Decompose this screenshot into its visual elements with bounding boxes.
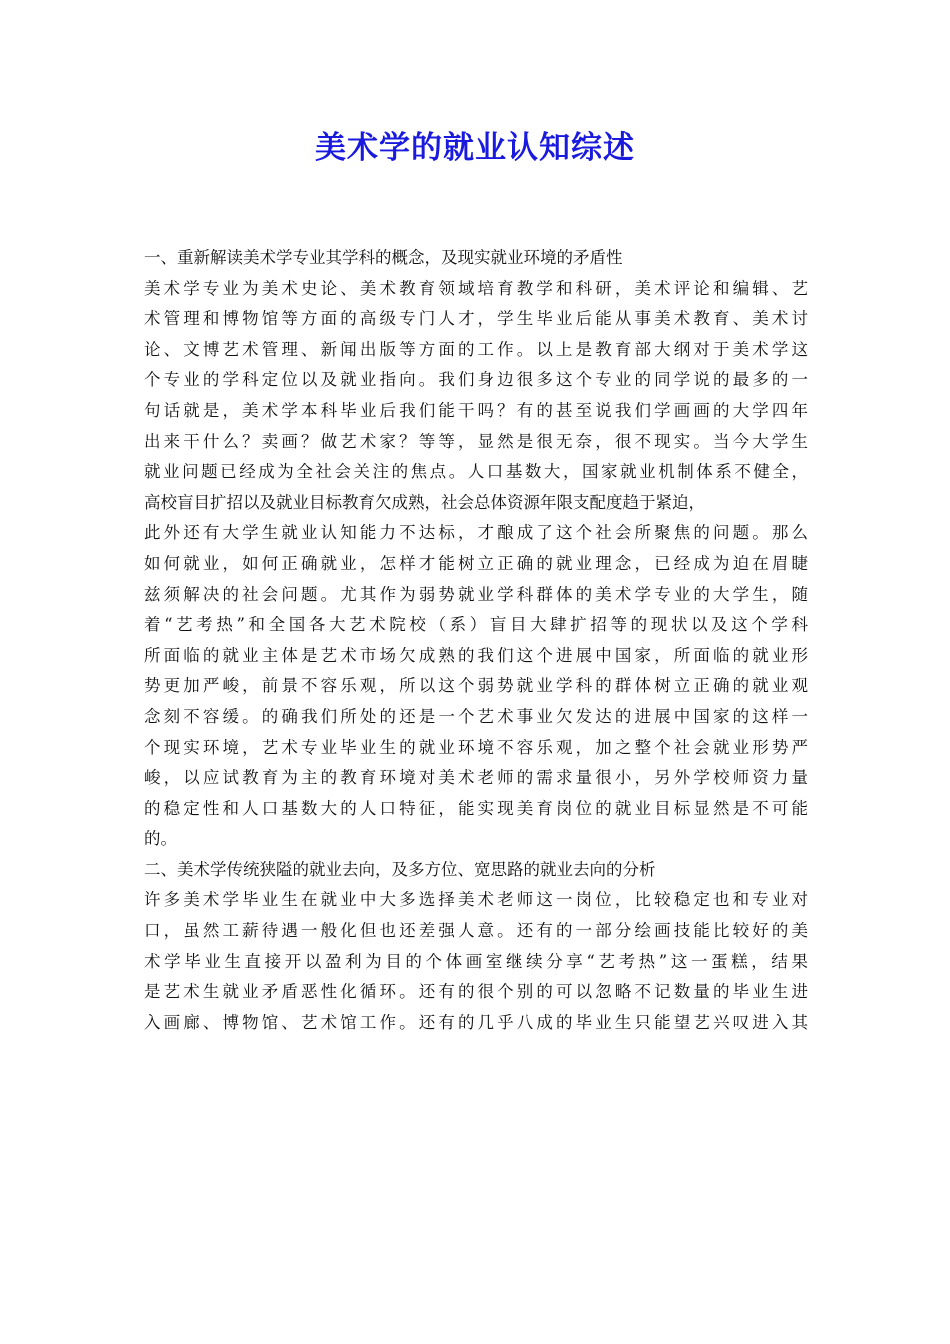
paragraph-line: 此外还有大学生就业认知能力不达标，才酿成了这个社会所聚焦的问题。那么: [144, 523, 808, 543]
document-body: [144, 243, 808, 1038]
paragraph-line: 许多美术学毕业生在就业中大多选择美术老师这一岗位，比较稳定也和专业对: [144, 890, 808, 910]
section-heading: 二、美术学传统狭隘的就业去向，及多方位、宽思路的就业去向的分析: [144, 859, 656, 879]
paragraph-line: 口，虽然工薪待遇一般化但也还差强人意。还有的一部分绘画技能比较好的美: [144, 921, 808, 941]
section-heading: 一、重新解读美术学专业其学科的概念，及现实就业环境的矛盾性: [144, 248, 623, 267]
paragraph-line: 论、文博艺术管理、新闻出版等方面的工作。以上是教育部大纲对于美术学这: [144, 339, 808, 359]
paragraph-line: 的稳定性和人口基数大的人口特征，能实现美育岗位的就业目标显然是不可能: [144, 798, 808, 818]
paragraph-line: 如何就业，如何正确就业，怎样才能树立正确的就业理念，已经成为迫在眉睫: [144, 553, 808, 573]
paragraph-line: 术管理和博物馆等方面的高级专门人才，学生毕业后能从事美术教育、美术讨: [144, 309, 808, 329]
paragraph-line: 句话就是，美术学本科毕业后我们能干吗？有的甚至说我们学画画的大学四年: [144, 400, 808, 420]
paragraph-line: 的。: [144, 829, 177, 849]
paragraph-line: 出来干什么？卖画？做艺术家？等等，显然是很无奈，很不现实。当今大学生: [144, 431, 808, 451]
paragraph-line: 势更加严峻，前景不容乐观，所以这个弱势就业学科的群体树立正确的就业观: [144, 676, 808, 696]
paragraph-line: 高校盲目扩招以及就业目标教育欠成熟，社会总体资源年限支配度趋于紧迫，: [144, 492, 705, 512]
paragraph-line: 是艺术生就业矛盾恶性化循环。还有的很个别的可以忽略不记数量的毕业生进: [144, 982, 808, 1002]
paragraph-line: 就业问题已经成为全社会关注的焦点。人口基数大，国家就业机制体系不健全，: [144, 462, 808, 482]
paragraph-line: 术学毕业生直接开以盈利为目的个体画室继续分享“艺考热”这一蛋糕，结果: [144, 951, 808, 971]
paragraph-line: 兹须解决的社会问题。尤其作为弱势就业学科群体的美术学专业的大学生，随: [144, 584, 808, 604]
document-title: 美术学的就业认知综述: [315, 130, 635, 166]
paragraph-line: 着“艺考热”和全国各大艺术院校（系）盲目大肆扩招等的现状以及这个学科: [144, 615, 808, 635]
paragraph-line: 个现实环境，艺术专业毕业生的就业环境不容乐观，加之整个社会就业形势严: [144, 737, 808, 757]
paragraph-line: 个专业的学科定位以及就业指向。我们身边很多这个专业的同学说的最多的一: [144, 370, 808, 390]
paragraph-line: 美术学专业为美术史论、美术教育领域培育教学和科研，美术评论和编辑、艺: [144, 278, 808, 298]
paragraph-line: 念刻不容缓。的确我们所处的还是一个艺术事业欠发达的进展中国家的这样一: [144, 706, 808, 726]
paragraph-line: 所面临的就业主体是艺术市场欠成熟的我们这个进展中国家，所面临的就业形: [144, 645, 808, 665]
paragraph-line: 入画廊、博物馆、艺术馆工作。还有的几乎八成的毕业生只能望艺兴叹进入其: [144, 1012, 808, 1032]
paragraph-line: 峻，以应试教育为主的教育环境对美术老师的需求量很小，另外学校师资力量: [144, 768, 808, 788]
